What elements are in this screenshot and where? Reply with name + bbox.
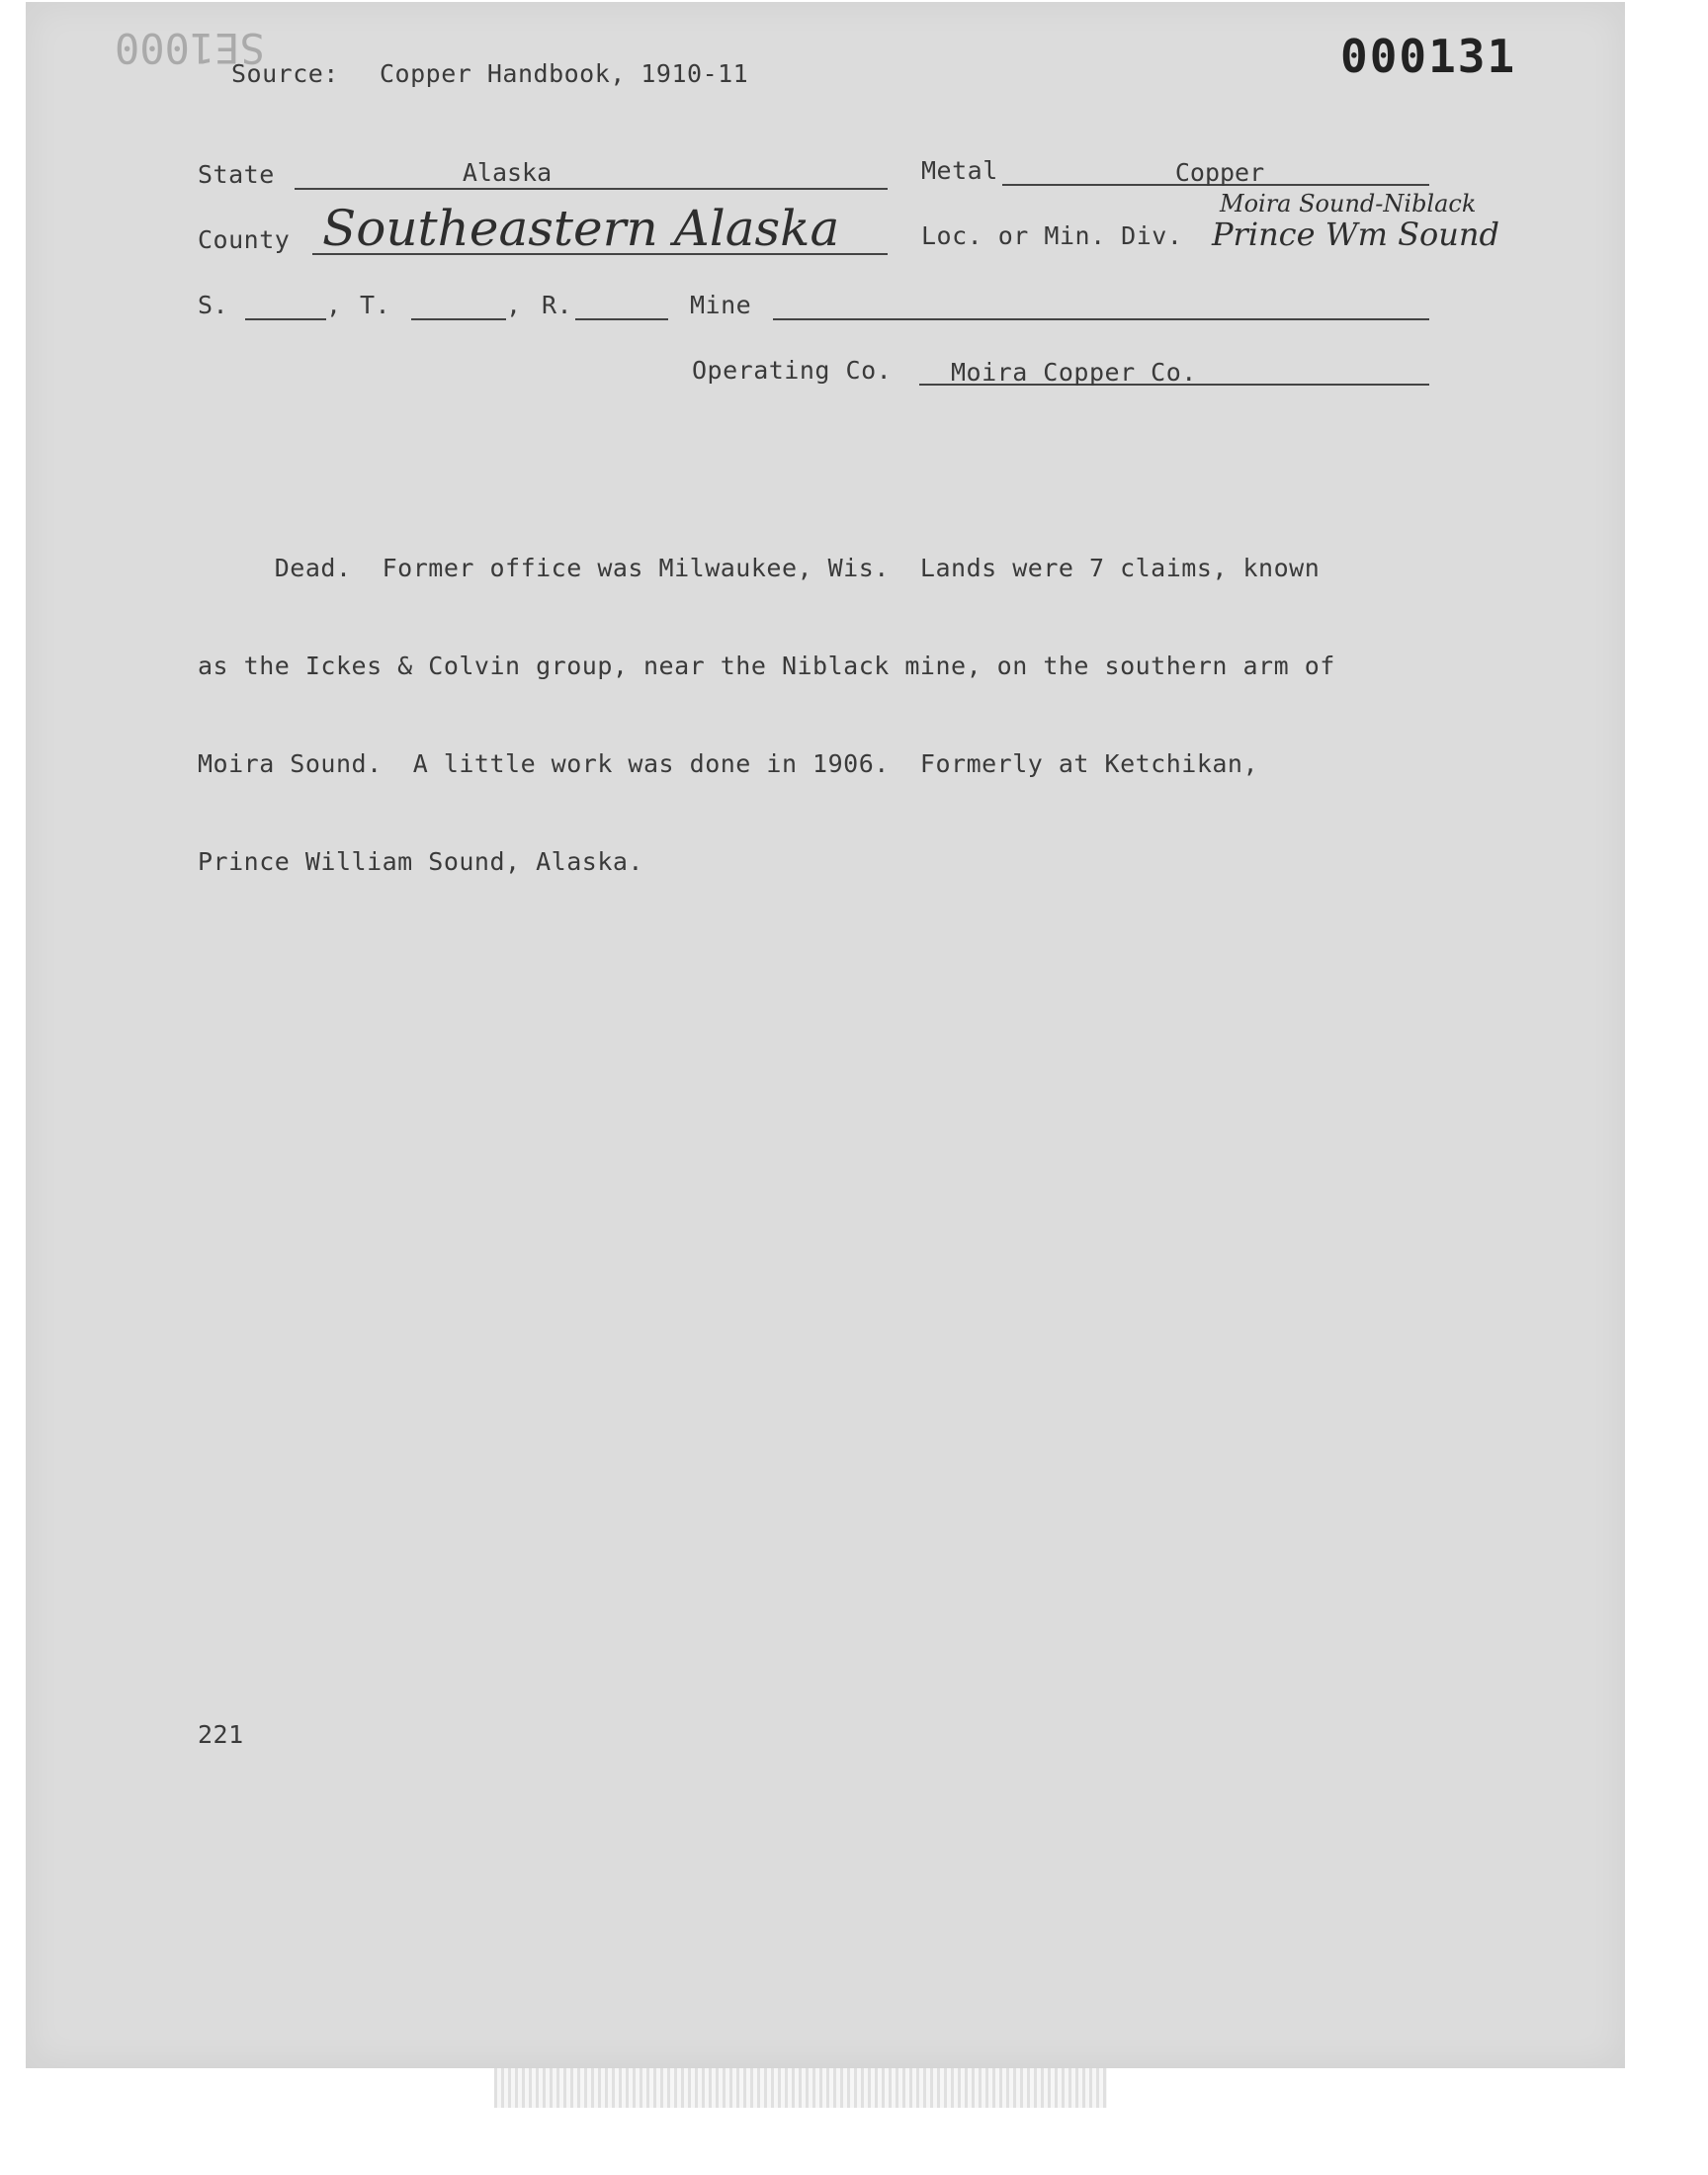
section-label: S. xyxy=(198,291,229,319)
mine-label: Mine xyxy=(690,291,752,319)
loc-value-line2: Prince Wm Sound xyxy=(1212,216,1499,253)
operating-value: Moira Copper Co. xyxy=(951,358,1197,387)
scan-edge-strip xyxy=(494,2068,1107,2108)
body-line: Dead. Former office was Milwaukee, Wis. Lands were 7 claims, known xyxy=(198,554,1321,582)
body-line: as the Ickes & Colvin group, near the Niblack mine, on the southern arm of xyxy=(198,652,1335,680)
document-page xyxy=(26,2,1625,2068)
section-underline xyxy=(245,318,326,320)
metal-value: Copper xyxy=(1174,158,1265,187)
county-label: County xyxy=(198,225,291,254)
range-label: R. xyxy=(542,291,573,319)
state-label: State xyxy=(198,160,275,189)
loc-label: Loc. or Min. Div. xyxy=(921,221,1183,250)
loc-value-line1: Moira Sound-Niblack xyxy=(1220,190,1477,218)
faded-stamp: SE1000 xyxy=(115,24,265,72)
comma-2: , xyxy=(506,291,522,319)
mine-underline xyxy=(773,318,1429,320)
source-label: Source: xyxy=(231,59,339,88)
body-paragraph xyxy=(198,486,1335,943)
body-line: Moira Sound. A little work was done in 1906. Formerly at Ketchikan, xyxy=(198,749,1259,778)
range-underline xyxy=(575,318,668,320)
metal-label: Metal xyxy=(921,156,998,185)
state-underline xyxy=(295,188,888,190)
operating-label: Operating Co. xyxy=(692,356,893,385)
township-underline xyxy=(411,318,506,320)
county-value: Southeastern Alaska xyxy=(322,200,840,257)
record-number: 000131 xyxy=(1340,30,1517,83)
township-label: T. xyxy=(360,291,391,319)
page-number: 221 xyxy=(198,1720,244,1749)
source-value: Copper Handbook, 1910-11 xyxy=(380,59,749,88)
state-value: Alaska xyxy=(462,158,553,187)
body-line: Prince William Sound, Alaska. xyxy=(198,847,643,876)
comma-1: , xyxy=(326,291,342,319)
